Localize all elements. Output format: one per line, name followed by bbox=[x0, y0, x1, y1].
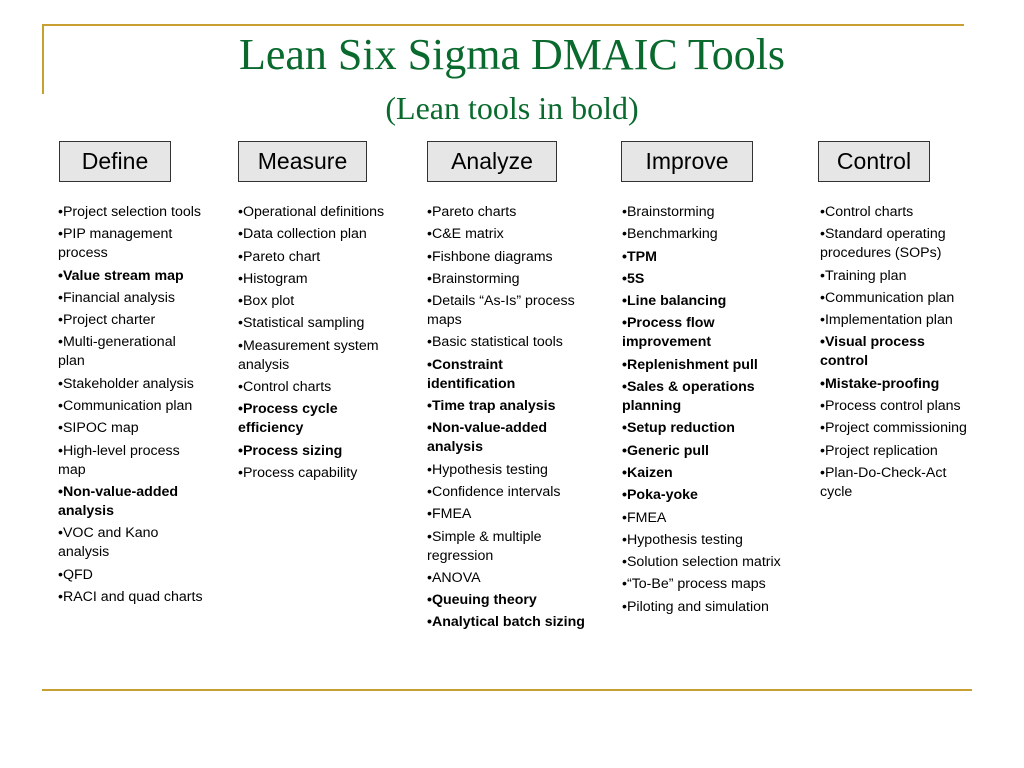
tool-item: • Histogram bbox=[238, 270, 388, 289]
bottom-accent-line bbox=[42, 689, 972, 691]
tool-item: • Setup reduction bbox=[622, 419, 792, 438]
tool-item: • “To-Be” process maps bbox=[622, 575, 792, 594]
tool-item: • Process cycle efficiency bbox=[238, 400, 388, 438]
tool-item: • Project charter bbox=[58, 311, 204, 330]
tool-item: • Confidence intervals bbox=[427, 483, 587, 502]
tool-item: • Project selection tools bbox=[58, 203, 204, 222]
tool-item: • Process control plans bbox=[820, 397, 970, 416]
tool-item: • Box plot bbox=[238, 292, 388, 311]
tool-item: • VOC and Kano analysis bbox=[58, 524, 204, 562]
slide-subtitle: (Lean tools in bold) bbox=[385, 90, 639, 126]
tool-item: • Kaizen bbox=[622, 464, 792, 483]
tool-item: • Stakeholder analysis bbox=[58, 375, 204, 394]
analyze-tools-column bbox=[427, 203, 587, 636]
tool-item: • Line balancing bbox=[622, 292, 792, 311]
tool-item: • SIPOC map bbox=[58, 419, 204, 438]
tool-item: • Financial analysis bbox=[58, 289, 204, 308]
tool-item: • Standard operating procedures (SOPs) bbox=[820, 225, 970, 263]
tool-item: • Process flow improvement bbox=[622, 314, 792, 352]
tool-item: • Value stream map bbox=[58, 267, 204, 286]
tool-item: • High-level process map bbox=[58, 442, 204, 480]
tool-item: • Generic pull bbox=[622, 442, 792, 461]
tool-item: • Control charts bbox=[820, 203, 970, 222]
tool-item: • FMEA bbox=[427, 505, 587, 524]
phase-box-improve: Improve bbox=[621, 141, 753, 182]
tool-item: • QFD bbox=[58, 566, 204, 585]
measure-tools-list bbox=[238, 203, 388, 483]
tool-item: • Visual process control bbox=[820, 333, 970, 371]
tool-item: • Communication plan bbox=[820, 289, 970, 308]
tool-item: • Project replication bbox=[820, 442, 970, 461]
tool-item: • Measurement system analysis bbox=[238, 337, 388, 375]
tool-item: • Details “As-Is” process maps bbox=[427, 292, 587, 330]
tool-item: • TPM bbox=[622, 248, 792, 267]
control-tools-column bbox=[820, 203, 970, 505]
tool-item: • C&E matrix bbox=[427, 225, 587, 244]
tool-item: • Training plan bbox=[820, 267, 970, 286]
tool-item: • 5S bbox=[622, 270, 792, 289]
tool-item: • Analytical batch sizing bbox=[427, 613, 587, 632]
tool-item: • Data collection plan bbox=[238, 225, 388, 244]
tool-item: • ANOVA bbox=[427, 569, 587, 588]
phase-box-define: Define bbox=[59, 141, 171, 182]
tool-item: • RACI and quad charts bbox=[58, 588, 204, 607]
tool-item: • Process capability bbox=[238, 464, 388, 483]
slide-title: Lean Six Sigma DMAIC Tools bbox=[238, 30, 786, 79]
tool-item: • Pareto charts bbox=[427, 203, 587, 222]
tool-item: • Hypothesis testing bbox=[427, 461, 587, 480]
analyze-tools-list bbox=[427, 203, 587, 632]
define-tools-column bbox=[58, 203, 204, 610]
phase-box-control: Control bbox=[818, 141, 930, 182]
tool-item: • Multi-generational plan bbox=[58, 333, 204, 371]
tool-item: • Plan-Do-Check-Act cycle bbox=[820, 464, 970, 502]
tool-item: • Time trap analysis bbox=[427, 397, 587, 416]
tool-item: • Pareto chart bbox=[238, 248, 388, 267]
tool-item: • Brainstorming bbox=[622, 203, 792, 222]
tool-item: • Fishbone diagrams bbox=[427, 248, 587, 267]
tool-item: • Replenishment pull bbox=[622, 356, 792, 375]
phase-box-analyze: Analyze bbox=[427, 141, 557, 182]
tool-item: • Hypothesis testing bbox=[622, 531, 792, 550]
tool-item: • Benchmarking bbox=[622, 225, 792, 244]
tool-item: • Communication plan bbox=[58, 397, 204, 416]
tool-item: • Statistical sampling bbox=[238, 314, 388, 333]
tool-item: • Constraint identification bbox=[427, 356, 587, 394]
tool-item: • Non-value-added analysis bbox=[58, 483, 204, 521]
tool-item: • Implementation plan bbox=[820, 311, 970, 330]
improve-tools-list bbox=[622, 203, 792, 617]
tool-item: • Piloting and simulation bbox=[622, 598, 792, 617]
tool-item: • Sales & operations planning bbox=[622, 378, 792, 416]
tool-item: • Queuing theory bbox=[427, 591, 587, 610]
improve-tools-column bbox=[622, 203, 792, 620]
tool-item: • Basic statistical tools bbox=[427, 333, 587, 352]
control-tools-list bbox=[820, 203, 970, 502]
tool-item: • Simple & multiple regression bbox=[427, 528, 587, 566]
tool-item: • Brainstorming bbox=[427, 270, 587, 289]
tool-item: • FMEA bbox=[622, 509, 792, 528]
tool-item: • Non-value-added analysis bbox=[427, 419, 587, 457]
tool-item: • Poka-yoke bbox=[622, 486, 792, 505]
tool-item: • Process sizing bbox=[238, 442, 388, 461]
define-tools-list bbox=[58, 203, 204, 607]
tool-item: • PIP management process bbox=[58, 225, 204, 263]
measure-tools-column bbox=[238, 203, 388, 486]
tool-item: • Solution selection matrix bbox=[622, 553, 792, 572]
top-accent-line bbox=[42, 24, 964, 26]
phase-box-measure: Measure bbox=[238, 141, 367, 182]
tool-item: • Mistake-proofing bbox=[820, 375, 970, 394]
tool-item: • Control charts bbox=[238, 378, 388, 397]
tool-item: • Operational definitions bbox=[238, 203, 388, 222]
tool-item: • Project commissioning bbox=[820, 419, 970, 438]
